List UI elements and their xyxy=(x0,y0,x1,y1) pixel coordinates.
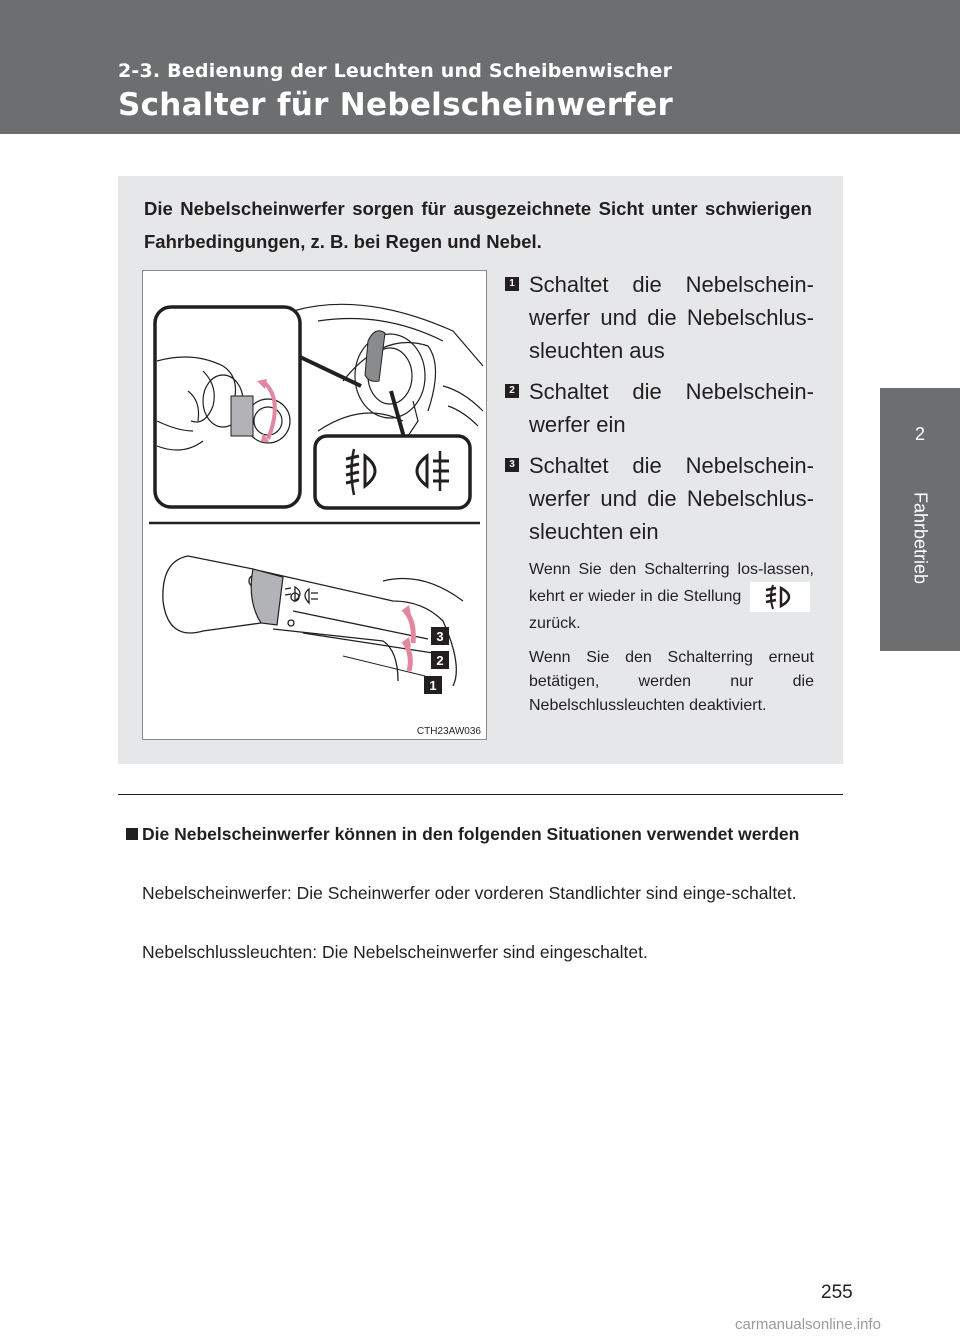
item-text: Schaltet die Nebelschein-werfer und die Nebelschlus-sleuchten ein xyxy=(529,453,814,544)
switch-drawing xyxy=(143,271,486,739)
subsection-heading xyxy=(126,820,852,849)
section-heading: 2-3. Bedienung der Leuchten und Scheibenwischer xyxy=(118,60,673,82)
callout-3: 3 xyxy=(436,629,444,644)
page-header xyxy=(0,0,960,134)
page-number: 255 xyxy=(821,1282,853,1303)
list-item xyxy=(504,449,814,548)
paragraph-front-fog: Nebelscheinwerfer: Die Scheinwerfer oder vorderen Standlichter sind einge-schaltet. xyxy=(142,883,797,903)
paragraph-rear-fog: Nebelschlussleuchten: Die Nebelscheinwerfer sind eingeschaltet. xyxy=(142,942,648,962)
list-item xyxy=(504,375,814,441)
subsection-heading-text: Die Nebelscheinwerfer können in den folgenden Situationen verwendet werden xyxy=(142,824,800,844)
item-badge: 2 xyxy=(505,384,519,398)
section-divider xyxy=(118,794,843,795)
item-badge: 1 xyxy=(505,277,519,291)
note-release xyxy=(504,558,814,636)
intro-text: Die Nebelscheinwerfer sorgen für ausgezeichnete Sicht unter schwierigen Fahrbedingungen, z. B. bei Regen und Nebel. xyxy=(144,198,812,252)
front-fog-lamp-icon xyxy=(750,582,810,612)
position-list xyxy=(504,268,814,718)
note-again: Wenn Sie den Schalterring erneut betätigen, werden nur die Nebelschlussleuchten deaktiviert. xyxy=(529,649,814,714)
watermark[interactable]: carmanualsonline.info xyxy=(735,1316,881,1333)
callout-1: 1 xyxy=(429,678,437,693)
fog-switch-illustration xyxy=(142,270,487,740)
chapter-tab[interactable] xyxy=(880,388,960,651)
chapter-number: 2 xyxy=(914,424,925,444)
page-title: Schalter für Nebelscheinwerfer xyxy=(118,87,674,123)
item-text: Schaltet die Nebelschein-werfer und die Nebelschlus-sleuchten aus xyxy=(529,272,814,363)
chapter-label: Fahrbetrieb xyxy=(910,491,931,585)
note-release-before: Wenn Sie den Schalterring los-lassen, kehrt er wieder in die Stellung xyxy=(529,561,814,606)
info-box xyxy=(118,176,843,764)
note-release-after: zurück. xyxy=(529,615,581,632)
callout-2: 2 xyxy=(436,653,444,668)
illustration-code: CTH23AW036 xyxy=(416,726,481,737)
item-text: Schaltet die Nebelschein-werfer ein xyxy=(529,379,814,437)
square-bullet-icon xyxy=(126,828,138,840)
list-item xyxy=(504,268,814,367)
item-badge: 3 xyxy=(505,458,519,472)
